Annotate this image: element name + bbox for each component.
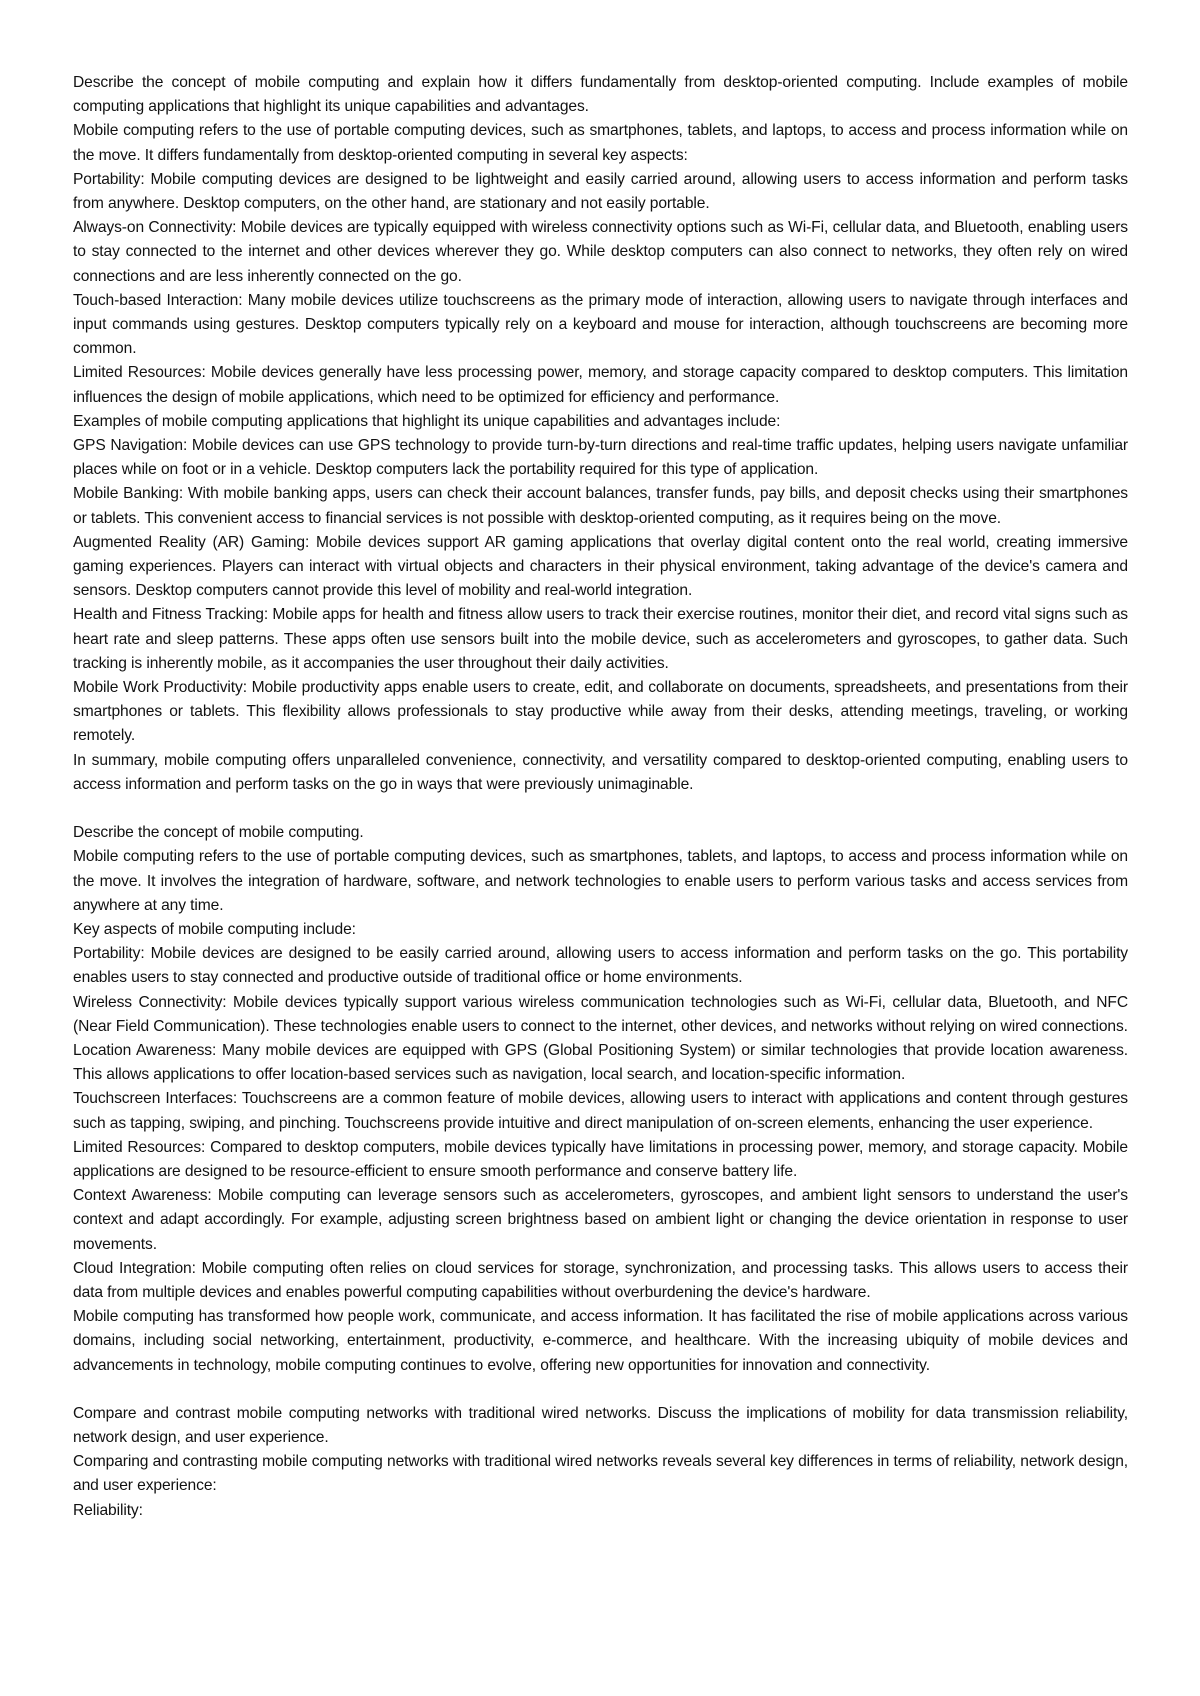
answer-paragraph: Comparing and contrasting mobile computing networks with traditional wired networks reveals several key differences in terms of reliability, network design, and user experience:	[73, 1453, 1128, 1495]
answer-paragraph: Reliability:	[73, 1501, 143, 1519]
question-paragraph: Compare and contrast mobile computing networks with traditional wired networks. Discuss the implications of mobility for data transmission reliability, network design, and user experience.	[73, 1404, 1128, 1446]
answer-paragraph: Wireless Connectivity: Mobile devices typically support various wireless communication technologies such as Wi-Fi, cellular data, Bluetooth, and NFC (Near Field Communication). These technologies enable users to connect to the internet, other devices, and networks without relying on wired connections.	[73, 993, 1128, 1035]
question-paragraph: Describe the concept of mobile computing.	[73, 824, 364, 842]
answer-paragraph: Mobile computing refers to the use of portable computing devices, such as smartphones, tablets, and laptops, to access and process information while on the move. It differs fundamentally from desktop-oriented computing in several key aspects:	[73, 122, 1128, 164]
section-mobile-computing-concept	[73, 821, 1128, 1378]
answer-paragraph: Augmented Reality (AR) Gaming: Mobile devices support AR gaming applications that overlay digital content onto the real world, creating immersive gaming experiences. Players can interact with virtual objects and characters in their physical environment, taking advantage of the device's camera and sensors. Desktop computers cannot provide this level of mobility and real-world integration.	[73, 533, 1128, 600]
document-page	[73, 71, 1128, 1523]
section-networks-comparison	[73, 1402, 1128, 1523]
answer-paragraph: Limited Resources: Mobile devices generally have less processing power, memory, and storage capacity compared to desktop computers. This limitation influences the design of mobile applications, which need to be optimized for efficiency and performance.	[73, 364, 1128, 406]
answer-paragraph: Touchscreen Interfaces: Touchscreens are a common feature of mobile devices, allowing users to interact with applications and content through gestures such as tapping, swiping, and pinching. Touchscreens provide intuitive and direct manipulation of on-screen elements, enhancing the user experience.	[73, 1090, 1128, 1132]
answer-paragraph: Mobile computing refers to the use of portable computing devices, such as smartphones, tablets, and laptops, to access and process information while on the move. It involves the integration of hardware, software, and network technologies to enable users to perform various tasks and access services from anywhere at any time.	[73, 848, 1128, 914]
answer-paragraph: Portability: Mobile computing devices are designed to be lightweight and easily carried around, allowing users to access information and perform tasks from anywhere. Desktop computers, on the other hand, are stationary and not easily portable.	[73, 170, 1128, 213]
answer-paragraph: Location Awareness: Many mobile devices are equipped with GPS (Global Positioning System) or similar technologies that provide location awareness. This allows applications to offer location-based services such as navigation, local search, and location-specific information.	[73, 1041, 1128, 1084]
answer-paragraph: Always-on Connectivity: Mobile devices are typically equipped with wireless connectivity options such as Wi-Fi, cellular data, and Bluetooth, enabling users to stay connected to the internet and other devices wherever they go. While desktop computers can also connect to networks, they often rely on wired connections and are less inherently connected on the go.	[73, 219, 1128, 285]
answer-paragraph: Context Awareness: Mobile computing can leverage sensors such as accelerometers, gyroscopes, and ambient light sensors to understand the user's context and adapt accordingly. For example, adjusting screen brightness based on ambient light or changing the device orientation in response to user movements.	[73, 1187, 1128, 1253]
answer-paragraph: Portability: Mobile devices are designed to be easily carried around, allowing users to access information and perform tasks on the go. This portability enables users to stay connected and productive outside of traditional office or home environments.	[73, 945, 1128, 987]
answer-paragraph: Limited Resources: Compared to desktop computers, mobile devices typically have limitations in processing power, memory, and storage capacity. Mobile applications are designed to be resource-efficient to ensure smooth performance and conserve battery life.	[73, 1138, 1128, 1180]
section-mobile-vs-desktop	[73, 71, 1128, 797]
answer-paragraph: Cloud Integration: Mobile computing often relies on cloud services for storage, synchronization, and processing tasks. This allows users to access their data from multiple devices and enables powerful computing capabilities without overburdening the device's hardware.	[73, 1259, 1128, 1301]
answer-paragraph: Examples of mobile computing applications that highlight its unique capabilities and advantages include:	[73, 412, 781, 430]
answer-paragraph: GPS Navigation: Mobile devices can use GPS technology to provide turn-by-turn directions and real-time traffic updates, helping users navigate unfamiliar places while on foot or in a vehicle. Desktop computers lack the portability required for this type of application.	[73, 437, 1128, 479]
answer-paragraph: Mobile Banking: With mobile banking apps, users can check their account balances, transfer funds, pay bills, and deposit checks using their smartphones or tablets. This convenient access to financial services is not possible with desktop-oriented computing, as it requires being on the move.	[73, 485, 1128, 527]
answer-paragraph: Mobile computing has transformed how people work, communicate, and access information. It has facilitated the rise of mobile applications across various domains, including social networking, entertainment, productivity, e-commerce, and healthcare. With the increasing ubiquity of mobile devices and advancements in technology, mobile computing continues to evolve, offering new opportunities for innovation and connectivity.	[73, 1308, 1128, 1374]
answer-paragraph: Health and Fitness Tracking: Mobile apps for health and fitness allow users to track their exercise routines, monitor their diet, and record vital signs such as heart rate and sleep patterns. These apps often use sensors built into the mobile device, such as accelerometers and gyroscopes, to gather data. Such tracking is inherently mobile, as it accompanies the user throughout their daily activities.	[73, 606, 1128, 672]
answer-paragraph: Mobile Work Productivity: Mobile productivity apps enable users to create, edit, and collaborate on documents, spreadsheets, and presentations from their smartphones or tablets. This flexibility allows professionals to stay productive while away from their desks, attending meetings, traveling, or working remotely.	[73, 679, 1128, 745]
question-paragraph: Describe the concept of mobile computing and explain how it differs fundamentally from desktop-oriented computing. Include examples of mobile computing applications that highlight its unique capabilities and advantages.	[73, 74, 1128, 116]
answer-paragraph: Touch-based Interaction: Many mobile devices utilize touchscreens as the primary mode of interaction, allowing users to navigate through interfaces and input commands using gestures. Desktop computers typically rely on a keyboard and mouse for interaction, although touchscreens are becoming more common.	[73, 291, 1128, 358]
answer-paragraph: In summary, mobile computing offers unparalleled convenience, connectivity, and versatility compared to desktop-oriented computing, enabling users to access information and perform tasks on the go in ways that were previously unimaginable.	[73, 751, 1128, 793]
answer-paragraph: Key aspects of mobile computing include:	[73, 920, 356, 938]
